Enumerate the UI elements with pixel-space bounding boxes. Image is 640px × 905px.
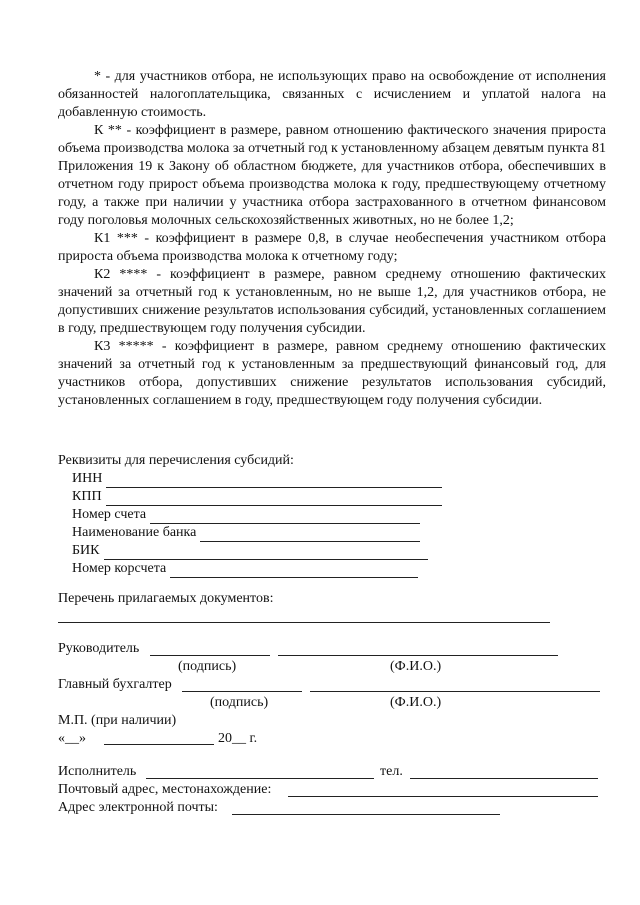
note-k: К ** - коэффициент в размере, равном отношению фактического значения прироста объема производства молока за отчетный год к установленному абзацем девятым пункта 81 Приложения 19 к Закону об областном бюджете, для участников отбора, обеспечивших в отчетном году прирост объема производства молока к году, предшествующему отчетному году, а также при наличии у участника отбора застрахованного в отчетном финансовом году поголовья молочных сельскохозяйственных животных, но не более 1,2; — [58, 123, 606, 228]
bank-name-label: Наименование банка — [72, 525, 197, 540]
director-name-line[interactable] — [278, 655, 558, 656]
date-month-line[interactable] — [104, 744, 214, 745]
documents-line[interactable] — [58, 622, 550, 623]
director-signature-hint: (подпись) — [178, 659, 237, 674]
date-day: «__» — [58, 731, 86, 746]
inn-label: ИНН — [72, 471, 103, 486]
account-number-label: Номер счета — [72, 507, 147, 522]
footnotes — [58, 68, 606, 410]
requisites-heading: Реквизиты для перечисления субсидий: — [58, 453, 294, 468]
bank-name-field[interactable] — [72, 524, 420, 542]
address-label: Почтовый адрес, местонахождение: — [58, 782, 272, 797]
executor-line[interactable] — [146, 778, 374, 779]
kpp-field[interactable] — [72, 488, 442, 506]
accountant-signature-hint: (подпись) — [210, 695, 269, 710]
phone-label: тел. — [380, 764, 403, 779]
director-name-hint: (Ф.И.О.) — [390, 659, 442, 674]
executor-label: Исполнитель — [58, 764, 137, 779]
note-k2: К2 **** - коэффициент в размере, равном среднему отношению фактических значений за отчетный год к установленным, но не выше 1,2, для участников отбора, не допустивших снижение результатов использования субсидий, установленных соглашением в году, предшествующем году получения субсидии. — [58, 267, 606, 336]
stamp-label: М.П. (при наличии) — [58, 713, 177, 728]
account-number-field[interactable] — [72, 506, 420, 524]
phone-line[interactable] — [410, 778, 598, 779]
accountant-label: Главный бухгалтер — [58, 677, 172, 692]
director-signature-line[interactable] — [150, 655, 270, 656]
accountant-signature-line[interactable] — [182, 691, 302, 692]
address-line[interactable] — [288, 796, 598, 797]
accountant-name-hint: (Ф.И.О.) — [390, 695, 442, 710]
email-line[interactable] — [232, 814, 500, 815]
note-k1: К1 *** - коэффициент в размере 0,8, в случае необеспечения участником отбора прироста объема производства молока к отчетному году; — [58, 231, 606, 264]
director-label: Руководитель — [58, 641, 140, 656]
bik-label: БИК — [72, 543, 100, 558]
correspondent-account-field[interactable] — [72, 560, 418, 578]
correspondent-account-label: Номер корсчета — [72, 561, 167, 576]
note-vat: * - для участников отбора, не использующих право на освобождение от исполнения обязанностей налогоплательщика, связанных с исчислением и уплатой налога на добавленную стоимость. — [58, 69, 606, 120]
email-label: Адрес электронной почты: — [58, 800, 218, 815]
kpp-label: КПП — [72, 489, 102, 504]
date-year: 20__ г. — [218, 731, 258, 746]
bik-field[interactable] — [72, 542, 428, 560]
inn-field[interactable] — [72, 470, 442, 488]
documents-heading: Перечень прилагаемых документов: — [58, 591, 274, 606]
accountant-name-line[interactable] — [310, 691, 600, 692]
note-k3: К3 ***** - коэффициент в размере, равном среднему отношению фактических значений за отчетный год к установленным за предшествующий финансовый год, для участников отбора, допустивших снижение результатов использования субсидий, установленных соглашением в году, предшествующем году получения субсидии. — [58, 339, 606, 408]
